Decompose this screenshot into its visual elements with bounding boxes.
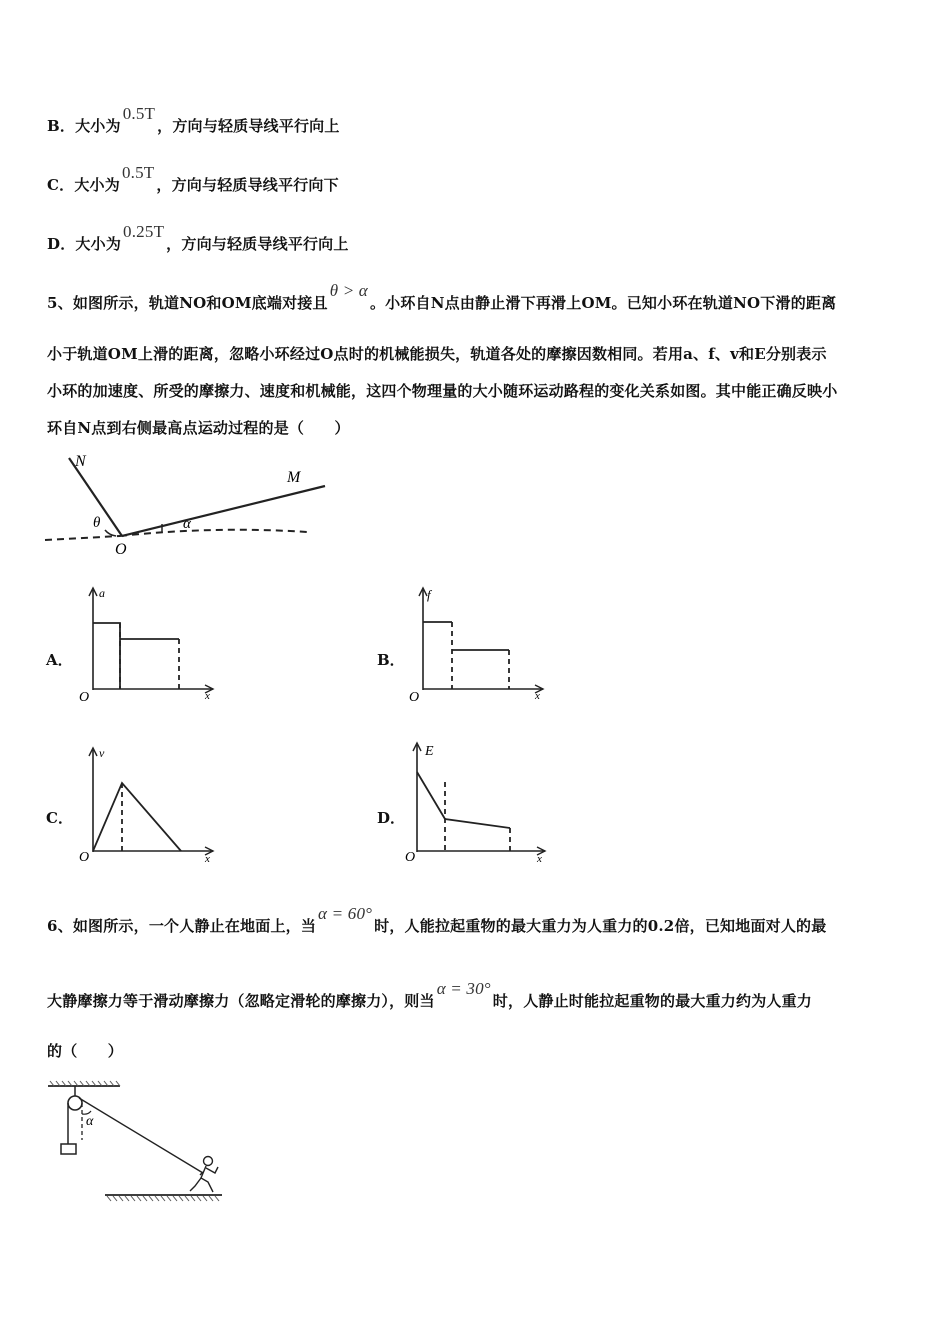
q5-text: 5、如图所示，轨道NO和OM底端对接且 (47, 294, 328, 312)
q5-stem-line-3: 小环的加速度、所受的摩擦力、速度和机械能，这四个物理量的大小随环运动路程的变化关系如图。其中能正确反映小 (47, 382, 838, 400)
pulley-figure (45, 1078, 235, 1213)
q4-option-b[interactable] (47, 104, 340, 136)
q4-option-c[interactable] (47, 163, 339, 195)
magnitude-value: 0.5T (121, 163, 155, 182)
q5-option-b-label[interactable]: B． (377, 651, 405, 669)
q5-option-c-label[interactable]: C． (46, 809, 73, 827)
option-text-post: ，方向与轻质导线平行向上 (166, 235, 349, 253)
q5-text: 。小环自N点由静止滑下再滑上OM。已知小环在轨道NO下滑的距离 (369, 294, 837, 312)
magnitude-value: 0.25T (123, 222, 165, 241)
angle-condition-1: α = 60° (318, 904, 373, 923)
label-m: M (287, 469, 301, 486)
q5-option-d-label[interactable]: D． (377, 809, 406, 827)
label-n: N (75, 453, 86, 470)
q6-stem-line-3: 的（ ） (47, 1042, 124, 1060)
x-axis-label: x (205, 853, 210, 865)
option-text-pre: 大小为 (74, 176, 120, 194)
option-text-pre: 大小为 (75, 117, 121, 135)
q6-text: 时，人能拉起重物的最大重力为人重力的0.2倍，已知地面对人的最 (374, 917, 827, 935)
option-text-post: ，方向与轻质导线平行向上 (157, 117, 340, 135)
y-axis-label: E (425, 744, 434, 759)
y-axis-label: a (99, 586, 105, 600)
q5-stem-line-1 (47, 281, 837, 313)
x-axis-label: x (537, 853, 542, 865)
option-text-pre: 大小为 (75, 235, 122, 253)
label-alpha: α (183, 516, 191, 532)
origin-label: O (79, 850, 90, 865)
label-o: O (115, 541, 127, 558)
magnitude-value: 0.5T (122, 104, 156, 123)
q6-stem-line-1 (47, 904, 827, 936)
origin-label: O (405, 850, 416, 865)
option-text-post: ，方向与轻质导线平行向下 (156, 176, 339, 194)
origin-label: O (79, 690, 90, 705)
q5-graph-a[interactable] (75, 585, 225, 705)
y-axis-label: f (427, 587, 431, 602)
q5-graph-d[interactable] (405, 740, 555, 865)
label-theta: θ (93, 515, 101, 531)
q5-graph-c[interactable] (75, 745, 225, 865)
q4-option-d[interactable] (47, 222, 349, 254)
angle-condition: θ > α (329, 281, 368, 300)
q5-stem-line-2: 小于轨道OM上滑的距离，忽略小环经过O点时的机械能损失，轨道各处的摩擦因数相同。若用a、f、v和E分别表示 (47, 345, 827, 363)
y-axis-label: v (99, 746, 105, 760)
q6-text: 时，人静止时能拉起重物的最大重力约为人重力 (492, 992, 812, 1010)
option-label: B． (47, 117, 76, 135)
person-figure (190, 1157, 218, 1193)
q6-text: 6、如图所示，一个人静止在地面上，当 (47, 917, 317, 935)
q5-stem-line-4: 环自N点到右侧最高点运动过程的是（ ） (47, 419, 350, 437)
angle-condition-2: α = 30° (436, 979, 491, 998)
rope (79, 1098, 203, 1173)
option-label: C． (47, 176, 75, 194)
q6-text: 大静摩擦力等于滑动摩擦力（忽略定滑轮的摩擦力），则当 (47, 992, 435, 1010)
option-label: D． (47, 235, 76, 253)
q6-stem-line-2 (47, 979, 812, 1011)
track-figure (45, 450, 335, 560)
origin-label: O (409, 690, 420, 705)
label-alpha: α (86, 1114, 94, 1129)
weight-block (61, 1144, 76, 1154)
track-om (122, 486, 325, 536)
x-axis-label: x (535, 690, 540, 702)
x-axis-label: x (205, 690, 210, 702)
q5-graph-b[interactable] (405, 585, 555, 705)
q5-option-a-label[interactable]: A． (46, 651, 73, 669)
